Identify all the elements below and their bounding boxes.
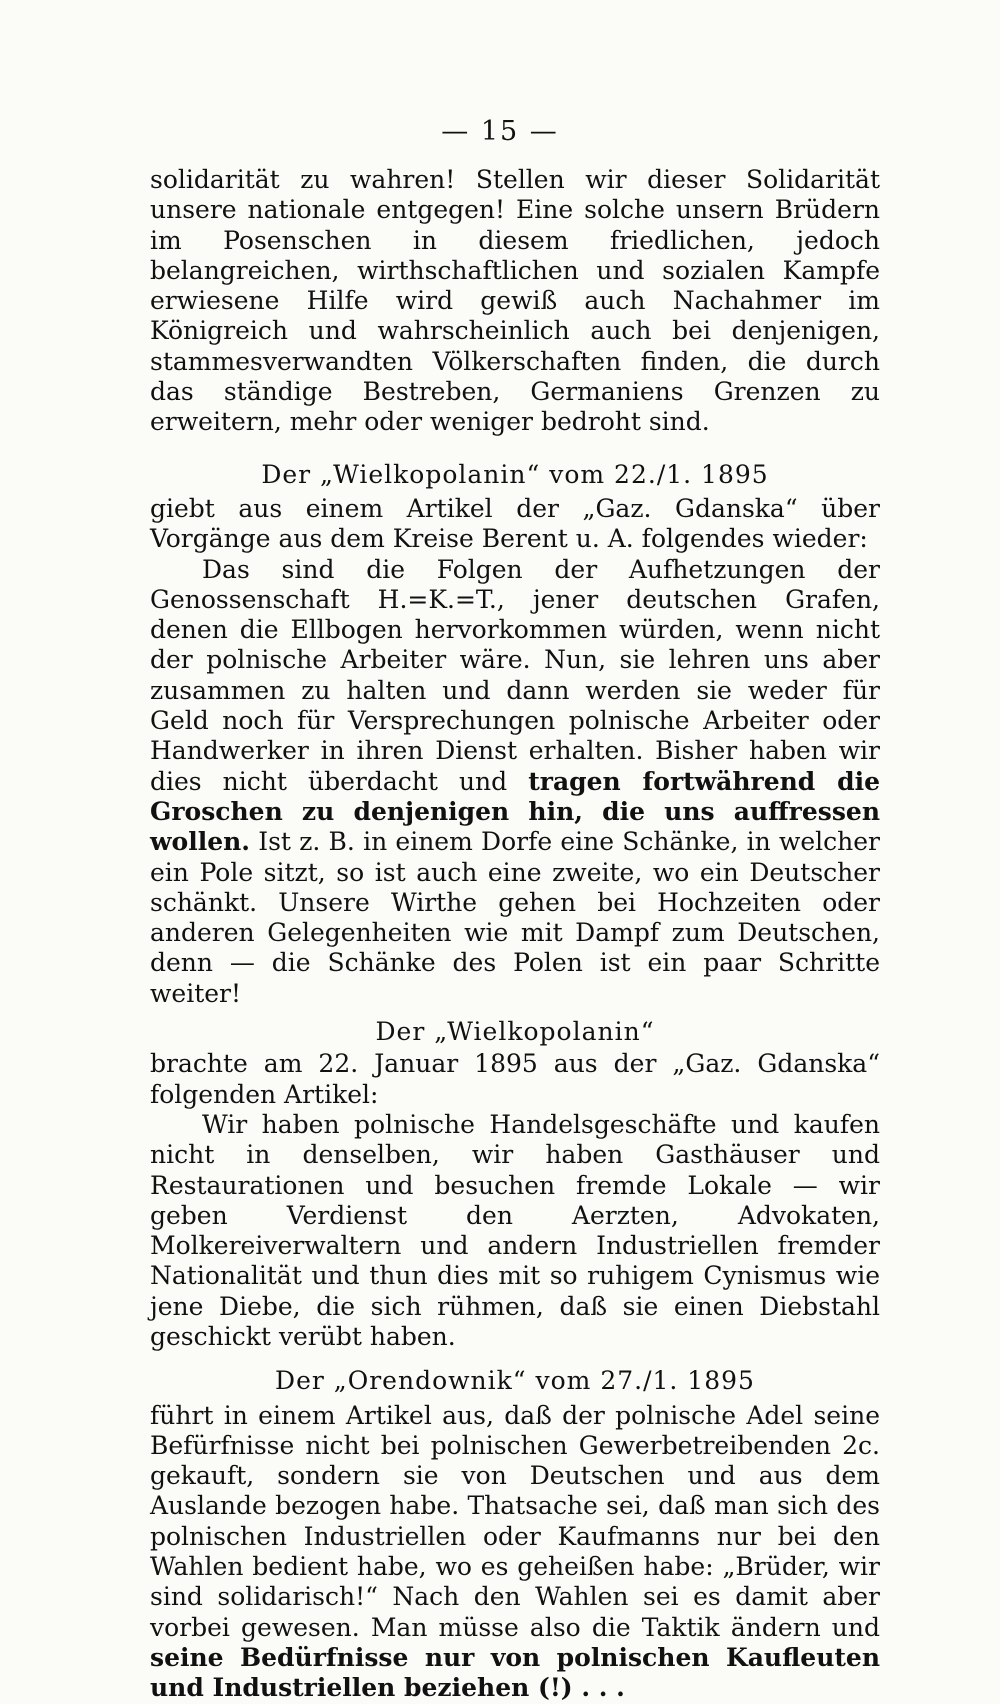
paragraph-1: solidarität zu wahren! Stellen wir dieser Solidarität unsere nationale entgegen! Eine solche unsern Brüdern im Posenschen in diesem friedlichen, jedoch belangreichen, wirthschaftlichen und sozialen Kampfe erwiesene Hilfe wird gewiß auch Nachahmer im Königreich und wahrscheinlich auch bei denjenigen, stammesverwandten Völkerschaften finden, die durch das ständige Bestreben, Germaniens Grenzen zu erweitern, mehr oder weniger bedroht sind. bbox=[150, 165, 880, 437]
page-number: — 15 — bbox=[441, 116, 559, 147]
paragraph-5: Wir haben polnische Handelsgeschäfte und kaufen nicht in denselben, wir haben Gasthäuser und Restaurationen und besuchen fremde Lokale — wir geben Verdienst den Aerzten, Advokaten, Molkereiverwaltern und andern Industriellen fremder Nationalität und thun dies mit so ruhigem Cynismus wie jene Diebe, die sich rühmen, daß sie einen Diebstahl geschickt verübt haben. bbox=[150, 1109, 880, 1351]
paragraph-3-text-a: Das sind die Folgen der Aufhetzungen der Genossenschaft H.=K.=T., jener deutschen Grafen, denen die Ellbogen hervorkommen würden, wenn nicht der polnische Arbeiter wäre. Nun, sie lehren uns aber zusammen zu halten und dann werden sie weder für Geld noch für Versprechungen polnische Arbeiter oder Handwerker in ihren Dienst erhalten. Bisher haben wir dies nicht überdacht und bbox=[150, 554, 880, 796]
section-heading-2: Der „Wielkopolanin“ bbox=[375, 1017, 655, 1047]
paragraph-3-emphasis: tragen fortwährend die Groschen zu denjenigen hin, die uns auffressen wollen. bbox=[150, 766, 880, 857]
text-body bbox=[150, 165, 880, 1704]
paragraph-3 bbox=[150, 555, 880, 1009]
paragraph-6-emphasis: seine Bedürfnisse nur von polnischen Kaufleuten und Industriellen beziehen (!) . . . bbox=[150, 1642, 880, 1703]
paragraph-4: brachte am 22. Januar 1895 aus der „Gaz. Gdanska“ folgenden Artikel: bbox=[150, 1049, 880, 1109]
section-heading-1: Der „Wielkopolanin“ vom 22./1. 1895 bbox=[261, 459, 769, 489]
paragraph-6-text: führt in einem Artikel aus, daß der polnische Adel seine Befürfnisse nicht bei polnischen Gewerbetreibenden 2c. gekauft, sondern sie von Deutschen und aus dem Auslande bezogen habe. Thatsache sei, daß man sich des polnischen Industriellen oder Kaufmanns nur bei den Wahlen bedient habe, wo es geheißen habe: „Brüder, wir sind solidarisch!“ Nach den Wahlen sei es damit aber vorbei gewesen. Man müsse also die Taktik ändern und bbox=[150, 1400, 880, 1642]
paragraph-2: giebt aus einem Artikel der „Gaz. Gdanska“ über Vorgänge aus dem Kreise Berent u. A. folgendes wieder: bbox=[150, 493, 880, 554]
paragraph-3-text-b: Ist z. B. in einem Dorfe eine Schänke, in welcher ein Pole sitzt, so ist auch eine zweite, wo ein Deutscher schänkt. Unsere Wirthe gehen bei Hochzeiten oder anderen Gelegenheiten wie mit Dampf zum Deutschen, denn — die Schänke des Polen ist ein paar Schritte weiter! bbox=[150, 827, 880, 1008]
paragraph-6 bbox=[150, 1401, 880, 1704]
section-heading-3: Der „Orendownik“ vom 27./1. 1895 bbox=[275, 1366, 755, 1396]
